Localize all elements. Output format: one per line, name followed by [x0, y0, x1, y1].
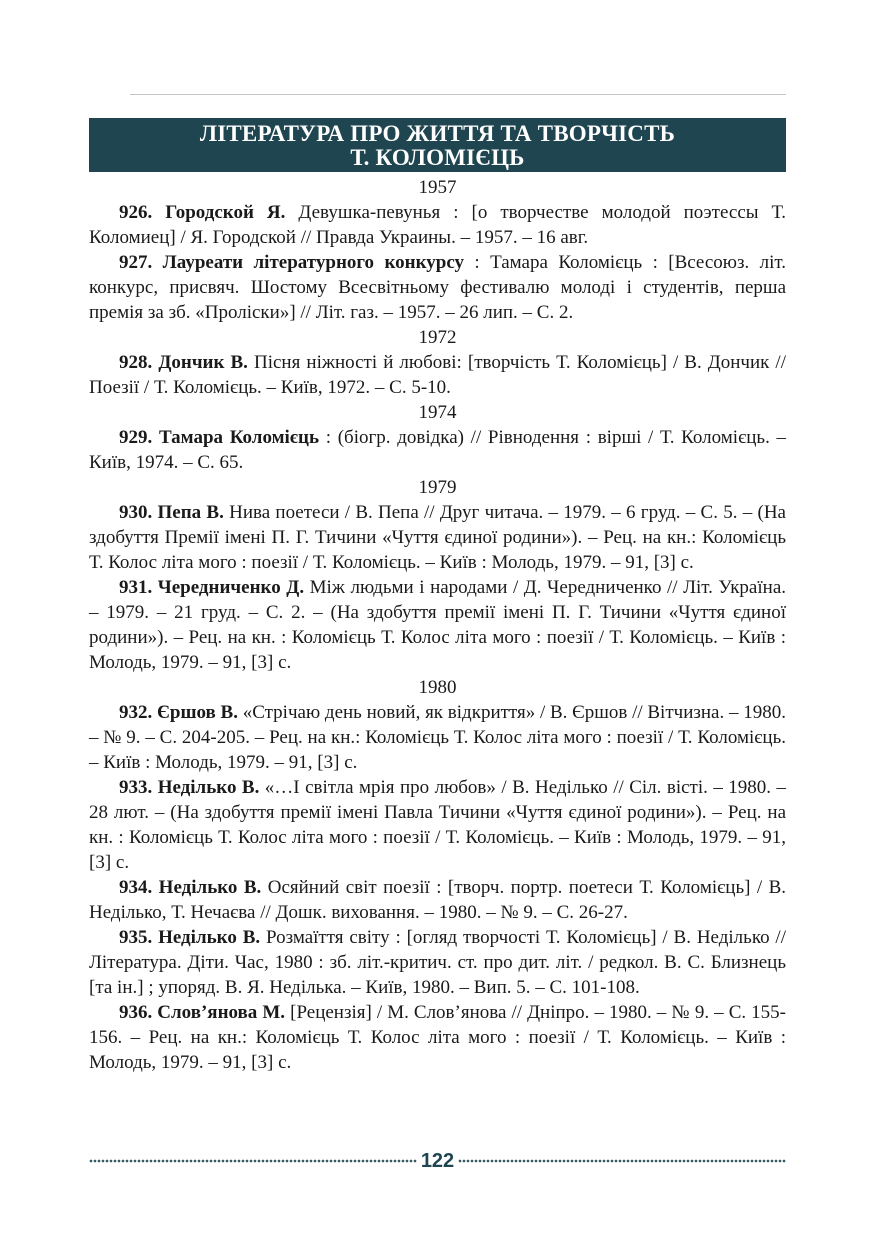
entry-text: «Стрічаю день новий, як відкриття» / В. Єршов // Вітчизна. – 1980. – № 9. – С. 204-205. – Рец. на кн.: Коломієць Т. Колос літа мого : поезії / Т. Коломієць. – Київ : Молодь, 1979. – 91, [3] с.	[89, 702, 786, 773]
bibliography-entry	[89, 925, 786, 1000]
year-heading: 1979	[418, 477, 457, 498]
section-title-banner	[89, 118, 786, 172]
entry-text: : Тамара Коломієць : [Всесоюз. літ. конкурс, присвяч. Шостому Всесвітньому фестивалю молоді і студентів, перша премія за зб. «Проліски»] // Літ. газ. – 1957. – 26 лип. – С. 2.	[89, 252, 787, 323]
bibliography-entry	[89, 775, 786, 875]
entry-author: 929. Тамара Коломієць	[119, 427, 320, 448]
entry-author: 928. Дончик В.	[119, 352, 248, 373]
year-heading: 1957	[418, 177, 457, 198]
page-number: 122	[420, 1149, 455, 1172]
section-title-line-2: Т. КОЛОМІЄЦЬ	[350, 145, 525, 170]
entry-text: Нива поетеси / В. Пепа // Друг читача. – 1979. – 6 груд. – С. 5. – (На здобуття Премії імені П. Г. Тичини «Чуття єдиної родини»). – Рец. на кн.: Коломієць Т. Колос літа мого : поезії / Т. Коломієць. – Київ : Молодь, 1979. – 91, [3] с.	[89, 502, 786, 573]
page-footer	[89, 1150, 786, 1172]
entry-author: 930. Пепа В.	[119, 502, 224, 523]
year-heading: 1980	[418, 677, 457, 698]
entry-text: Розмаїття світу : [огляд творчості Т. Коломієць] / В. Неділько // Література. Діти. Час, 1980 : зб. літ.-критич. ст. про дит. літ. / редкол. В. С. Близнець [та ін.] ; упоряд. В. Я. Неділька. – Київ, 1980. – Вип. 5. – С. 101-108.	[89, 927, 786, 998]
entry-author: 931. Чередниченко Д.	[119, 577, 305, 598]
year-heading: 1974	[418, 402, 457, 423]
section-title-line-1: ЛІТЕРАТУРА ПРО ЖИТТЯ ТА ТВОРЧІСТЬ	[199, 121, 676, 146]
year-heading: 1972	[418, 327, 457, 348]
bibliography-entry	[89, 1000, 786, 1075]
footer-ornament-left	[89, 1158, 417, 1164]
bibliography-entry	[89, 200, 786, 250]
entry-author: 926. Городской Я.	[119, 202, 286, 223]
entry-author: 935. Неділько В.	[119, 927, 261, 948]
bibliography-entry	[89, 425, 786, 475]
bibliography-entry	[89, 250, 786, 325]
entry-text: : (біогр. довідка) // Рівнодення : вірші / Т. Коломієць. – Київ, 1974. – С. 65.	[89, 427, 787, 473]
entry-author: 932. Єршов В.	[119, 702, 238, 723]
entry-author: 927. Лауреати літературного конкурсу	[119, 252, 465, 273]
entry-text: Пісня ніжності й любові: [творчість Т. Коломієць] / В. Дончик // Поезії / Т. Коломієць. – Київ, 1972. – С. 5-10.	[89, 352, 786, 398]
entry-text: «…І світла мрія про любов» / В. Неділько // Сіл. вісті. – 1980. – 28 лют. – (На здобуття премії імені Павла Тичини «Чуття єдиної родини»). – Рец. на кн. : Коломієць Т. Колос літа мого : поезії / Т. Коломієць. – Київ : Молодь, 1979. – 91, [3] с.	[89, 777, 786, 873]
entry-text: Осяйний світ поезії : [творч. портр. поетеси Т. Коломієць] / В. Неділько, Т. Нечаєва // Дошк. виховання. – 1980. – № 9. – С. 26-27.	[89, 877, 786, 923]
entry-author: 934. Неділько В.	[119, 877, 262, 898]
footer-ornament-right	[458, 1158, 786, 1164]
bibliography-list	[89, 175, 786, 1075]
entry-author: 933. Неділько В.	[119, 777, 260, 798]
entry-text: Між людьми і народами / Д. Чередниченко // Літ. Україна. – 1979. – 21 груд. – С. 2. – (На здобуття премії імені П. Г. Тичини «Чуття єдиної родини»). – Рец. на кн. : Коломієць Т. Колос літа мого : поезії / Т. Коломієць. – Київ : Молодь, 1979. – 91, [3] с.	[89, 577, 786, 673]
entry-text: Девушка-певунья : [о творчестве молодой поэтессы Т. Коломиец] / Я. Городской // Правда Украины. – 1957. – 16 авг.	[89, 202, 787, 248]
bibliography-entry	[89, 575, 786, 675]
bibliography-entry	[89, 875, 786, 925]
bibliography-entry	[89, 500, 786, 575]
bibliography-entry	[89, 700, 786, 775]
top-rule	[130, 94, 786, 95]
entry-text: [Рецензія] / М. Слов’янова // Дніпро. – 1980. – № 9. – С. 155-156. – Рец. на кн.: Коломієць Т. Колос літа мого : поезії / Т. Коломієць. – Київ : Молодь, 1979. – 91, [3] с.	[89, 1002, 786, 1073]
bibliography-entry	[89, 350, 786, 400]
entry-author: 936. Слов’янова М.	[119, 1002, 286, 1023]
